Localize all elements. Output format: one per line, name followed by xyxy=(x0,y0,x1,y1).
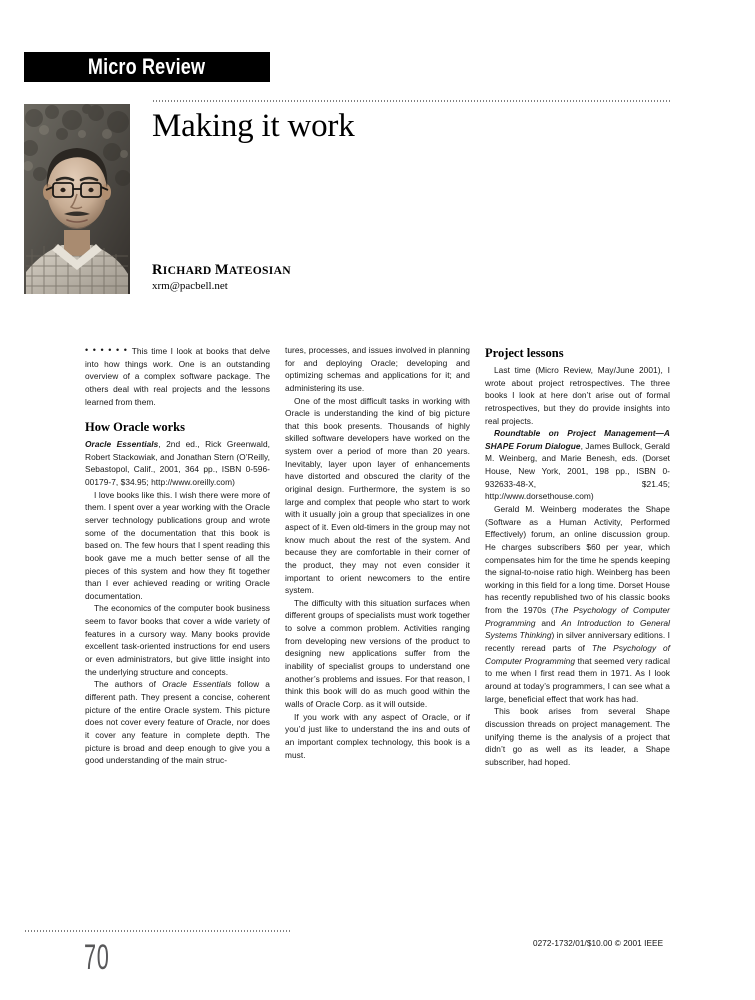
paragraph-col1-2: I love books like this. I wish there were more of them. I spent over a year working with the Oracle server technology publications group and wrote some of the documentation that this book is based on. The few hours that I spent reading this book gave me a much better sense of all the pieces of this system and how they fit together than I ever achieved reading or writing Oracle documentation. xyxy=(85,489,270,601)
author-photo xyxy=(24,104,130,294)
title-divider-rule xyxy=(152,100,672,102)
paragraph-col2-2: The difficulty with this situation surfaces when different groups of specialists must work together to solve a common problem. Activities ranging from developing new versions of the product to designing new applications suffer from the inability of specialist groups to understand one another’s problems and issues. For that reason, I think this book will do as much good within the walls of Oracle Corp. as it will outside. xyxy=(285,597,470,709)
author-byline xyxy=(152,262,291,279)
body-column-1 xyxy=(85,344,270,922)
article-title: Making it work xyxy=(152,108,355,144)
inline-title-psychology-2: The Psychology of Computer Programming xyxy=(485,643,670,666)
citation-details-roundtable: , James Bullock, Gerald M. Weinberg, and Marie Benesh, eds. (Dorset House, New York, 2001, 198 pp., ISBN 0-932633-48-X, $21.45; http://www.dorsethouse.com) xyxy=(485,440,670,502)
author-email: xrm@pacbell.net xyxy=(152,280,228,292)
section-heading-project-lessons: Project lessons xyxy=(485,346,564,360)
paragraph-col1-4-tail: follow a different path. They present a concise, coherent picture of the entire Oracle system. This picture does not cover every feature of Oracle, nor does it cover any feature in complete depth. The picture is broad and deep enough to give you a good understanding of the main struc- xyxy=(85,679,270,766)
citation-oracle-essentials xyxy=(85,438,270,489)
section-heading-how-oracle-works: How Oracle works xyxy=(85,420,185,435)
page-number: 70 xyxy=(84,938,110,977)
inline-title-general-systems: An Introduction to General Systems Thinking xyxy=(485,617,670,641)
paragraph-col3-2-b: ) in silver anniversary editions. I recently reread parts of xyxy=(485,630,670,654)
paragraph-col1-3: The economics of the computer book business seem to favor books that cover a wide variety of features in a cursory way. Many books provide excellent task-oriented instructions for end users or even administrators, but give little insight into the underlying structure and concepts. xyxy=(85,603,270,677)
paragraph-col1-4-lead: The authors of xyxy=(94,679,163,690)
paragraph-col3-3: This book arises from several Shape discussion threads on project management. The unifying theme is the analysis of a project that didn’t go as well as its leader, a Shape subscriber, had hoped. xyxy=(485,706,670,767)
paragraph-col3-2-c: that seemed very radical to me when I first read them in 1971. As I look around at today’s programmers, I can see what a large, beneficial effect that work has had. xyxy=(485,655,670,704)
intro-text: This time I look at books that delve into how things work. One is an outstanding overview of a complex software package. The others deal with real projects and the lessons learned from them. xyxy=(85,346,271,407)
paragraph-col2-continuation: tures, processes, and issues involved in planning for and deploying Oracle; developing and optimizing schemas and applications for it; and administering its use. xyxy=(285,345,470,393)
copyright-notice: 0272-1732/01/$10.00 © 2001 IEEE xyxy=(533,939,664,948)
lead-dots-ornament: • • • • • • xyxy=(85,345,129,355)
body-column-3 xyxy=(485,344,670,922)
author-name-initial: R xyxy=(152,262,163,278)
citation-title: Oracle Essentials xyxy=(85,439,159,450)
footer-divider-rule xyxy=(24,930,290,932)
paragraph-col2-3: If you work with any aspect of Oracle, or if you’d just like to understand the ins and outs of an important complex technology, this book is a must. xyxy=(285,711,470,760)
paragraph-col3-1: Last time (Micro Review, May/June 2001), I wrote about project retrospectives. The three books I look at here don’t arise out of formal retrospectives, but they do provide insights into real projects. xyxy=(485,364,670,426)
author-surname-rest: ATEOSIAN xyxy=(228,264,291,277)
citation-title-roundtable: Roundtable on Project Management—A SHAPE Forum Dialogue xyxy=(485,428,670,451)
paragraph-col3-2-a: Gerald M. Weinberg moderates the Shape (Software as a Human Activity, Performed Effectively) forum, an online discussion group. He charges subscribers $60 per year, which compensates him for the time he spends keeping the signal-to-noise ratio high. Weinberg has been working in this field for a long time. Dorset House has recently republished two of his classic books from the 1970s ( xyxy=(485,503,670,616)
inline-title-oracle-essentials: Oracle Essentials xyxy=(162,679,232,690)
paragraph-col3-2 xyxy=(485,503,670,705)
masthead-banner xyxy=(24,52,270,82)
intro-paragraph xyxy=(85,344,270,408)
author-photo-image xyxy=(24,104,130,294)
author-name-rest: ICHARD xyxy=(162,264,215,277)
paragraph-col2-1: One of the most difficult tasks in working with Oracle is understanding the kind of big picture that this book presents. Thousands of highly skilled software developers have worked on the system over a period of more than 20 years. Inevitably, layer upon layer of enhancements have distorted and obscured the clarity of the original design. Furthermore, the system is so large and complex that people who start to work with it usually join a group that specializes in one aspect of it. Even old-timers in the group may not know much about the rest of the system. And because they are comfortable in their corner of the product, they may not even consider it important to orient newcomers to the entire system. xyxy=(285,395,470,596)
citation-details: , 2nd ed., Rick Greenwald, Robert Stackowiak, and Jonathan Stern (O’Reilly, Sebastopol, Calif., 2001, 364 pp., ISBN 0-596-00179-7, $34.95; http://www.oreilly.com) xyxy=(85,439,270,488)
inline-title-psychology-1: The Psychology of Computer Programming xyxy=(485,605,670,628)
body-column-2 xyxy=(285,344,470,922)
paragraph-col3-2-mid: and xyxy=(535,617,562,628)
citation-roundtable xyxy=(485,427,670,503)
author-surname-initial: M xyxy=(214,262,229,278)
masthead-label: Micro Review xyxy=(88,54,206,79)
article-body xyxy=(85,344,670,922)
paragraph-col1-4 xyxy=(85,678,270,766)
